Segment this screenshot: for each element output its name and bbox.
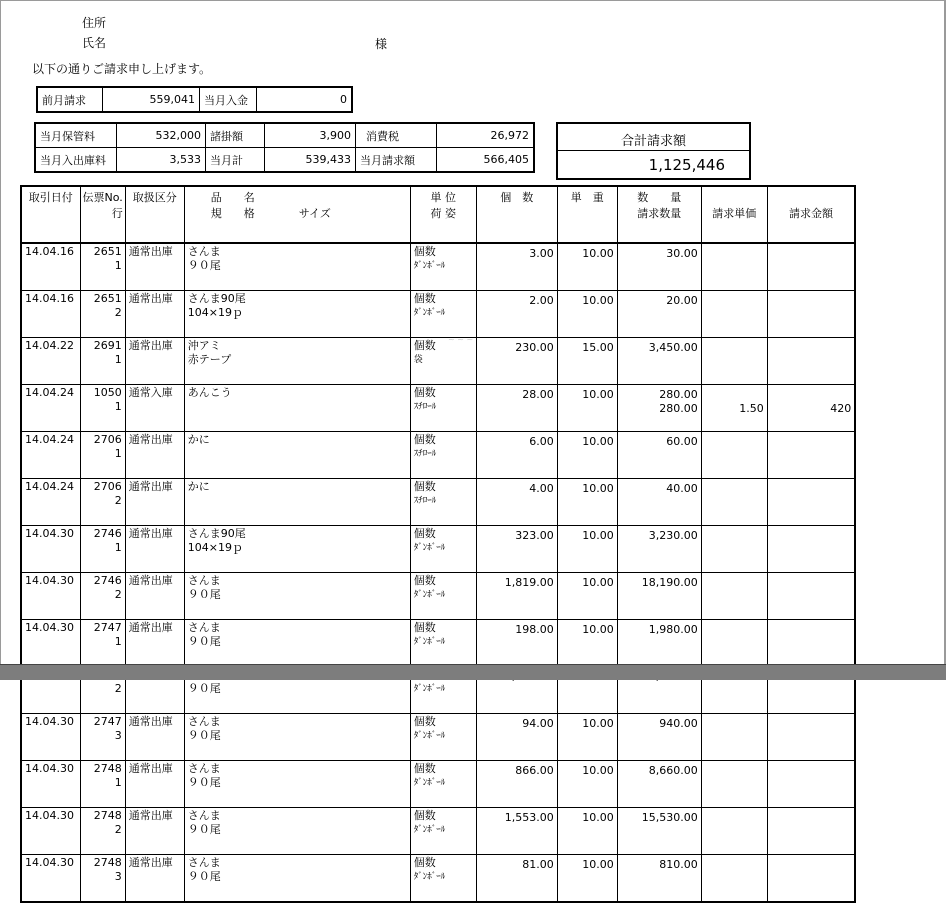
table-row	[21, 291, 855, 338]
cell-sum	[767, 338, 855, 385]
total-billing-box	[556, 122, 751, 180]
cell-sum	[767, 573, 855, 620]
cell-slip: 2651 1	[80, 243, 125, 291]
table-row	[21, 432, 855, 479]
cell-amount: 60.00	[617, 432, 701, 479]
cell-qty: 1,819.00	[476, 573, 557, 620]
cell-date: 14.04.22	[21, 338, 80, 385]
payment-label: 当月入金	[200, 87, 257, 112]
cell-amount: 280.00 280.00	[617, 385, 701, 432]
cell-amount: 940.00	[617, 714, 701, 761]
cell-date: 14.04.30	[21, 808, 80, 855]
table-row	[21, 714, 855, 761]
col-date: 取引日付	[21, 186, 80, 243]
cell-qty: 230.00	[476, 338, 557, 385]
cell-type: 通常出庫	[125, 714, 184, 761]
cell-unit: 個数 ﾀﾞﾝﾎﾞｰﾙ	[410, 526, 476, 573]
intro-text: 以下の通りご請求申し上げます。	[32, 62, 212, 76]
col-price: 請求単価	[701, 186, 767, 243]
cell-price	[701, 432, 767, 479]
cell-amount: 810.00	[617, 855, 701, 903]
cell-weight: 10.00	[557, 855, 617, 903]
cell-weight: 10.00	[557, 714, 617, 761]
cell-unit: ﾀﾞﾝﾎﾞｰﾙ	[410, 667, 476, 714]
cell-date: 14.04.30	[21, 620, 80, 667]
cell-amount: 1,980.00	[617, 620, 701, 667]
cell-qty: 198.00	[476, 620, 557, 667]
prev-billing-value: 559,041	[103, 87, 200, 112]
cell-item: さんま ９０尾	[184, 573, 410, 620]
cell-price	[701, 855, 767, 903]
cell-amount: 30.00	[617, 243, 701, 291]
cell-item: かに	[184, 432, 410, 479]
cell-slip: 2706 2	[80, 479, 125, 526]
cell-weight: 10.00	[557, 479, 617, 526]
cell-sum	[767, 808, 855, 855]
misc-charges-value: 3,900	[265, 123, 356, 148]
cell-sum	[767, 526, 855, 573]
address-label: 住所	[82, 16, 107, 30]
window-frame-top	[0, 0, 946, 1]
col-sum: 請求金額	[767, 186, 855, 243]
cell-slip: 2706 1	[80, 432, 125, 479]
cell-qty: 4.00	[476, 479, 557, 526]
cell-date: 14.04.30	[21, 714, 80, 761]
cell-unit: 個数 ﾀﾞﾝﾎﾞｰﾙ	[410, 291, 476, 338]
cell-qty: 866.00	[476, 761, 557, 808]
misc-charges-label: 諸掛額	[206, 123, 265, 148]
cell-type: 通常出庫	[125, 243, 184, 291]
storage-fee-label: 当月保管料	[35, 123, 117, 148]
inout-fee-value: 3,533	[117, 148, 206, 173]
cell-type: 通常出庫	[125, 761, 184, 808]
cell-amount: 3,450.00	[617, 338, 701, 385]
cell-amount: 40.00	[617, 479, 701, 526]
cell-weight: 10.00	[557, 526, 617, 573]
col-item: 品 名 規 格 サイズ	[184, 186, 410, 243]
cell-weight: 10.00	[557, 761, 617, 808]
cell-date: 14.04.24	[21, 385, 80, 432]
payment-value: 0	[257, 87, 353, 112]
cell-slip: 2746 2	[80, 573, 125, 620]
cell-price	[701, 714, 767, 761]
cell-price	[701, 338, 767, 385]
table-row	[21, 620, 855, 667]
window-status-bar	[0, 664, 946, 680]
cell-slip: 2747 1	[80, 620, 125, 667]
cell-type: 通常出庫	[125, 526, 184, 573]
cell-qty: 2.00	[476, 291, 557, 338]
cell-amount: 3,230.00	[617, 526, 701, 573]
cell-date: 14.04.30	[21, 573, 80, 620]
cell-type: 通常出庫	[125, 291, 184, 338]
cell-weight: 10.00	[557, 620, 617, 667]
month-total-label: 当月計	[206, 148, 265, 173]
cell-item: さんま90尾 104×19ｐ	[184, 526, 410, 573]
cell-price	[701, 808, 767, 855]
table-row	[21, 479, 855, 526]
cell-sum	[767, 291, 855, 338]
cell-price	[701, 761, 767, 808]
storage-fee-value: 532,000	[117, 123, 206, 148]
col-weight: 単 重	[557, 186, 617, 243]
cell-date: 14.04.16	[21, 291, 80, 338]
line-items-table	[20, 185, 856, 903]
cell-unit: 個数 ｽﾁﾛｰﾙ	[410, 385, 476, 432]
cell-weight: 10.00	[557, 808, 617, 855]
cell-price	[701, 479, 767, 526]
previous-balance-table	[36, 86, 353, 113]
cell-unit: 個数 ﾀﾞﾝﾎﾞｰﾙ	[410, 620, 476, 667]
cell-date: 14.04.30	[21, 761, 80, 808]
cell-price	[701, 620, 767, 667]
cell-slip: 2748 2	[80, 808, 125, 855]
cell-qty: 1,553.00	[476, 808, 557, 855]
cell-date: 14.04.16	[21, 243, 80, 291]
cell-date: 14.04.24	[21, 479, 80, 526]
cell-item: さんま ９０尾	[184, 808, 410, 855]
total-billing-label: 合計請求額	[620, 134, 686, 149]
month-billing-label: 当月請求額	[356, 148, 437, 173]
cell-type: 通常出庫	[125, 808, 184, 855]
cell-slip: 2	[80, 667, 125, 714]
cell-sum	[767, 761, 855, 808]
table-row	[21, 243, 855, 291]
cell-unit: 個数 ﾀﾞﾝﾎﾞｰﾙ	[410, 808, 476, 855]
cell-unit: 個数 ﾀﾞﾝﾎﾞｰﾙ	[410, 573, 476, 620]
col-slip: 伝票No. 行	[80, 186, 125, 243]
cell-weight: 10.00	[557, 291, 617, 338]
cell-amount: 20.00	[617, 291, 701, 338]
table-header-row	[21, 186, 855, 243]
cell-qty: 3.00	[476, 243, 557, 291]
cell-type: 通常出庫	[125, 479, 184, 526]
cell-item: あんこう	[184, 385, 410, 432]
cell-date: 14.04.30	[21, 526, 80, 573]
table-row	[21, 338, 855, 385]
cell-sum: 420	[767, 385, 855, 432]
cell-sum	[767, 479, 855, 526]
cell-item: さんま ９０尾	[184, 620, 410, 667]
cell-price	[701, 526, 767, 573]
table-row	[21, 385, 855, 432]
cell-item: さんま ９０尾	[184, 761, 410, 808]
cell-slip: 2746 1	[80, 526, 125, 573]
name-label: 氏名	[82, 36, 107, 50]
cell-price: 1.50	[701, 385, 767, 432]
cell-price	[701, 573, 767, 620]
cell-price	[701, 243, 767, 291]
cell-date: 14.04.30	[21, 855, 80, 903]
cell-type: 通常出庫	[125, 573, 184, 620]
cell-date: 14.04.24	[21, 432, 80, 479]
col-unit: 単 位 荷 姿	[410, 186, 476, 243]
cell-sum	[767, 855, 855, 903]
cell-sum	[767, 432, 855, 479]
cell-weight: 10.00	[557, 385, 617, 432]
col-amount: 数 量 請求数量	[617, 186, 701, 243]
monthly-charges-table	[34, 122, 535, 173]
table-body	[21, 243, 855, 902]
cell-item: さんま90尾 104×19ｐ	[184, 291, 410, 338]
tax-label: 消費税	[356, 123, 437, 148]
cell-qty: 6.00	[476, 432, 557, 479]
cell-slip: 1050 1	[80, 385, 125, 432]
cell-weight: 10.00	[557, 243, 617, 291]
cell-slip: 2748 3	[80, 855, 125, 903]
cell-slip: 2651 2	[80, 291, 125, 338]
total-divider	[558, 150, 749, 151]
table-row	[21, 526, 855, 573]
window-frame-left	[0, 0, 1, 664]
cell-qty: 323.00	[476, 526, 557, 573]
cell-slip: 2691 1	[80, 338, 125, 385]
cell-qty: 28.00	[476, 385, 557, 432]
cell-item: かに	[184, 479, 410, 526]
cell-item: 沖アミ 赤テープ	[184, 338, 410, 385]
cell-item: さんま ９０尾	[184, 714, 410, 761]
cell-item: さんま ９０尾	[184, 243, 410, 291]
inout-fee-label: 当月入出庫料	[35, 148, 117, 173]
table-row	[21, 855, 855, 903]
cell-type: 通常出庫	[125, 620, 184, 667]
cell-sum	[767, 620, 855, 667]
total-billing-value: 1,125,446	[648, 156, 725, 174]
prev-billing-label: 前月請求	[37, 87, 103, 112]
cell-slip: 2748 1	[80, 761, 125, 808]
cell-amount: 8,660.00	[617, 761, 701, 808]
cell-item: さんま ９０尾	[184, 855, 410, 903]
col-qty: 個 数	[476, 186, 557, 243]
cell-sum	[767, 714, 855, 761]
cell-qty: 94.00	[476, 714, 557, 761]
tax-value: 26,972	[437, 123, 535, 148]
col-type: 取扱区分	[125, 186, 184, 243]
cell-qty: 81.00	[476, 855, 557, 903]
cell-unit: 個数 ﾀﾞﾝﾎﾞｰﾙ	[410, 855, 476, 903]
table-row	[21, 761, 855, 808]
cell-amount: 15,530.00	[617, 808, 701, 855]
cell-sum	[767, 243, 855, 291]
cell-amount: 18,190.00	[617, 573, 701, 620]
cell-item: ９０尾	[184, 667, 410, 714]
cell-weight: 15.00	[557, 338, 617, 385]
cell-weight: 10.00	[557, 432, 617, 479]
month-total-value: 539,433	[265, 148, 356, 173]
cell-unit: 個数 ﾀﾞﾝﾎﾞｰﾙ	[410, 761, 476, 808]
cell-weight: 10.00	[557, 573, 617, 620]
table-row	[21, 808, 855, 855]
table-row	[21, 573, 855, 620]
cell-unit: 個数 ﾀﾞﾝﾎﾞｰﾙ	[410, 243, 476, 291]
cell-unit: 個数 ｽﾁﾛｰﾙ	[410, 432, 476, 479]
faint-watermark: ~ ~ ~	[448, 335, 474, 344]
cell-unit: 個数 ﾀﾞﾝﾎﾞｰﾙ	[410, 714, 476, 761]
cell-unit: 個数 袋	[410, 338, 476, 385]
cell-type: 通常出庫	[125, 338, 184, 385]
cell-type: 通常出庫	[125, 855, 184, 903]
cell-price	[701, 291, 767, 338]
cell-type: 通常入庫	[125, 385, 184, 432]
month-billing-value: 566,405	[437, 148, 535, 173]
cell-unit: 個数 ｽﾁﾛｰﾙ	[410, 479, 476, 526]
cell-type: 通常出庫	[125, 432, 184, 479]
honorific: 様	[375, 37, 388, 51]
cell-slip: 2747 3	[80, 714, 125, 761]
